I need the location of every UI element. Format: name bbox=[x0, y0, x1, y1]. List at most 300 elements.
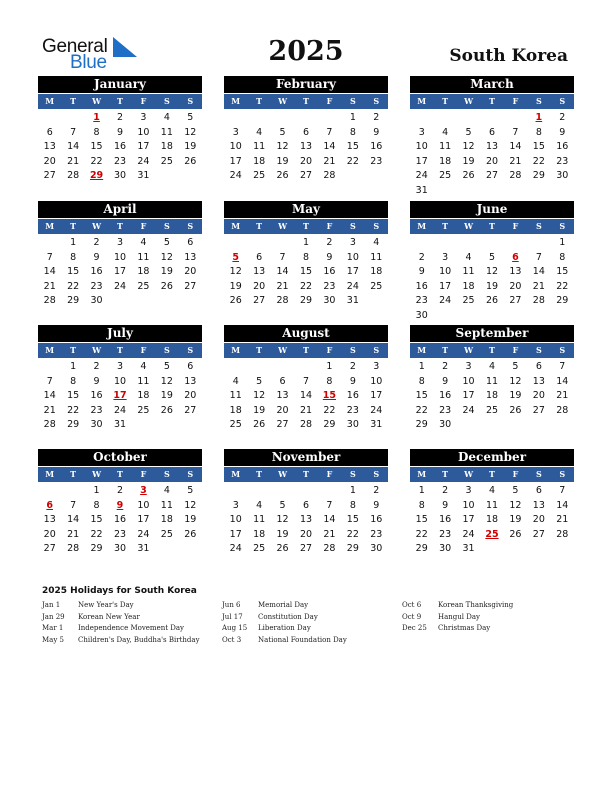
day: 15 bbox=[346, 141, 359, 153]
day: 9 bbox=[373, 499, 380, 511]
weekday-header bbox=[410, 467, 574, 482]
day: 26 bbox=[462, 170, 475, 182]
holiday-date: Jan 1 bbox=[42, 601, 61, 609]
day: 20 bbox=[485, 155, 499, 167]
day: 7 bbox=[559, 361, 566, 372]
day: 1 bbox=[70, 361, 77, 372]
weekday-label: S bbox=[373, 345, 380, 355]
day: 15 bbox=[415, 390, 428, 402]
page-title-year: 2025 bbox=[268, 36, 344, 67]
day: 28 bbox=[43, 295, 56, 307]
holiday-date: Jan 29 bbox=[42, 612, 65, 621]
day: 27 bbox=[299, 170, 313, 182]
weekday-label: S bbox=[535, 221, 542, 231]
day: 11 bbox=[160, 126, 173, 138]
holiday-day: 25 bbox=[485, 528, 499, 540]
day: 30 bbox=[439, 419, 452, 431]
day: 12 bbox=[229, 266, 242, 278]
month-title: December bbox=[410, 449, 574, 466]
empty-cell bbox=[457, 111, 480, 126]
day: 26 bbox=[229, 295, 242, 307]
weekday-label: F bbox=[512, 96, 519, 106]
day: 1 bbox=[349, 112, 356, 123]
holiday-day: 5 bbox=[232, 251, 240, 263]
weekday-label: F bbox=[512, 469, 519, 479]
weekday-label: M bbox=[231, 469, 241, 479]
day: 28 bbox=[67, 170, 80, 182]
day: 17 bbox=[229, 528, 242, 540]
day: 17 bbox=[346, 266, 359, 278]
day-grid bbox=[410, 360, 574, 433]
day-grid bbox=[224, 236, 388, 309]
weekday-label: T bbox=[489, 469, 495, 479]
empty-cell bbox=[504, 111, 527, 126]
day: 16 bbox=[439, 514, 452, 526]
holiday-name: Independence Movement Day bbox=[78, 624, 184, 632]
day: 20 bbox=[532, 390, 545, 402]
day: 19 bbox=[184, 141, 197, 153]
weekday-header bbox=[410, 219, 574, 234]
day: 20 bbox=[43, 528, 56, 540]
day: 12 bbox=[509, 499, 522, 511]
day: 3 bbox=[232, 126, 239, 138]
weekday-label: W bbox=[92, 469, 102, 479]
day: 30 bbox=[439, 543, 452, 555]
day: 6 bbox=[535, 485, 542, 496]
weekday-label: T bbox=[442, 345, 449, 355]
holiday-date: Jun 6 bbox=[222, 601, 241, 609]
holiday-entry bbox=[402, 600, 582, 612]
holidays-columns bbox=[42, 600, 582, 646]
day: 17 bbox=[137, 141, 150, 153]
day: 4 bbox=[442, 126, 449, 138]
day: 24 bbox=[229, 170, 242, 182]
month-april bbox=[38, 201, 202, 309]
month-title: March bbox=[410, 76, 574, 93]
holiday-entry bbox=[402, 623, 582, 635]
day: 30 bbox=[90, 419, 103, 431]
day: 8 bbox=[70, 251, 77, 263]
weekday-label: W bbox=[92, 221, 102, 231]
empty-cell bbox=[271, 111, 294, 126]
day: 23 bbox=[370, 155, 383, 167]
weekday-label: M bbox=[417, 96, 427, 106]
month-title: November bbox=[224, 449, 388, 466]
empty-cell bbox=[247, 236, 270, 251]
day: 9 bbox=[442, 499, 449, 511]
day: 14 bbox=[43, 390, 56, 402]
weekday-label: M bbox=[231, 96, 241, 106]
day: 18 bbox=[485, 514, 499, 526]
empty-cell bbox=[294, 360, 317, 375]
empty-cell bbox=[271, 484, 294, 499]
weekday-header bbox=[224, 219, 388, 234]
day: 1 bbox=[349, 485, 356, 496]
weekday-label: W bbox=[464, 96, 474, 106]
day: 18 bbox=[160, 514, 173, 526]
weekday-label: S bbox=[163, 345, 170, 355]
day: 4 bbox=[488, 361, 496, 372]
weekday-header bbox=[38, 467, 202, 482]
day: 23 bbox=[370, 528, 383, 540]
weekday-label: T bbox=[117, 96, 123, 106]
day: 13 bbox=[532, 375, 545, 387]
empty-cell bbox=[480, 236, 503, 251]
holiday-name: Christmas Day bbox=[438, 624, 491, 632]
day: 18 bbox=[370, 266, 383, 278]
day: 27 bbox=[299, 543, 313, 555]
day: 14 bbox=[556, 375, 569, 387]
day: 6 bbox=[256, 251, 263, 263]
day-grid bbox=[38, 111, 202, 184]
day: 7 bbox=[70, 126, 77, 138]
day: 8 bbox=[418, 499, 425, 511]
month-december bbox=[410, 449, 574, 557]
empty-cell bbox=[38, 111, 61, 126]
day: 29 bbox=[67, 295, 80, 307]
day: 22 bbox=[532, 155, 545, 167]
day: 10 bbox=[370, 375, 383, 387]
empty-cell bbox=[271, 360, 294, 375]
weekday-label: F bbox=[512, 221, 519, 231]
day: 15 bbox=[67, 266, 80, 278]
day: 19 bbox=[160, 390, 173, 402]
day: 7 bbox=[535, 251, 542, 263]
day: 18 bbox=[229, 404, 242, 416]
day: 25 bbox=[439, 170, 452, 182]
day: 11 bbox=[229, 390, 242, 402]
country-name: South Korea bbox=[449, 46, 568, 66]
day: 16 bbox=[113, 141, 127, 153]
holiday-date: Oct 3 bbox=[222, 635, 242, 644]
day: 15 bbox=[299, 266, 313, 278]
day: 8 bbox=[70, 375, 77, 387]
empty-cell bbox=[504, 236, 527, 251]
day: 14 bbox=[509, 141, 522, 153]
day: 2 bbox=[93, 237, 100, 248]
day: 31 bbox=[137, 543, 150, 555]
day: 18 bbox=[439, 155, 452, 167]
day: 20 bbox=[276, 404, 289, 416]
weekday-label: T bbox=[442, 221, 449, 231]
day: 5 bbox=[512, 485, 519, 496]
day: 30 bbox=[113, 170, 127, 182]
month-title: June bbox=[410, 201, 574, 218]
holiday-name: Constitution Day bbox=[258, 612, 318, 621]
month-title: July bbox=[38, 325, 202, 342]
holiday-entry bbox=[42, 635, 222, 647]
weekday-label: F bbox=[140, 469, 147, 479]
day: 11 bbox=[253, 141, 266, 153]
day: 1 bbox=[302, 237, 310, 248]
day: 18 bbox=[160, 141, 173, 153]
weekday-label: F bbox=[512, 345, 519, 355]
day: 2 bbox=[116, 485, 124, 496]
day: 6 bbox=[279, 375, 286, 387]
weekday-label: F bbox=[326, 469, 333, 479]
holiday-column bbox=[42, 600, 222, 646]
day: 4 bbox=[140, 237, 147, 248]
day: 18 bbox=[485, 390, 499, 402]
day: 8 bbox=[93, 126, 100, 138]
day: 24 bbox=[229, 543, 242, 555]
day: 18 bbox=[462, 280, 475, 292]
day: 16 bbox=[370, 514, 383, 526]
day: 2 bbox=[93, 361, 100, 372]
day: 26 bbox=[276, 170, 289, 182]
day: 15 bbox=[67, 390, 80, 402]
day-grid bbox=[38, 360, 202, 433]
month-october bbox=[38, 449, 202, 557]
day: 9 bbox=[93, 375, 100, 387]
day: 13 bbox=[276, 390, 289, 402]
day: 27 bbox=[532, 528, 545, 540]
day: 3 bbox=[140, 112, 147, 123]
empty-cell bbox=[38, 484, 61, 499]
weekday-label: T bbox=[117, 469, 123, 479]
day: 10 bbox=[415, 141, 428, 153]
day: 10 bbox=[113, 375, 127, 387]
month-title: August bbox=[224, 325, 388, 342]
day: 26 bbox=[509, 528, 522, 540]
day: 10 bbox=[229, 514, 242, 526]
day: 15 bbox=[346, 514, 359, 526]
weekday-label: S bbox=[349, 345, 356, 355]
weekday-label: M bbox=[231, 345, 241, 355]
weekday-label: F bbox=[326, 345, 333, 355]
day: 31 bbox=[462, 543, 475, 555]
day: 28 bbox=[276, 295, 289, 307]
day: 12 bbox=[184, 499, 197, 511]
holiday-date: Oct 9 bbox=[402, 612, 422, 621]
weekday-label: M bbox=[231, 221, 241, 231]
day: 18 bbox=[253, 155, 266, 167]
weekday-label: T bbox=[442, 96, 449, 106]
day: 15 bbox=[532, 141, 545, 153]
day: 2 bbox=[349, 361, 356, 372]
empty-cell bbox=[480, 111, 503, 126]
empty-cell bbox=[410, 111, 433, 126]
empty-cell bbox=[38, 236, 61, 251]
day: 13 bbox=[43, 514, 56, 526]
day: 27 bbox=[184, 280, 197, 292]
day-grid bbox=[38, 484, 202, 557]
day: 23 bbox=[346, 404, 359, 416]
day: 3 bbox=[232, 499, 239, 511]
day: 23 bbox=[556, 155, 569, 167]
day-grid bbox=[410, 236, 574, 324]
day: 4 bbox=[140, 361, 147, 372]
day: 21 bbox=[43, 280, 56, 292]
day: 3 bbox=[373, 361, 380, 372]
day: 16 bbox=[346, 390, 359, 402]
day: 27 bbox=[253, 295, 266, 307]
day: 3 bbox=[116, 237, 124, 248]
day: 22 bbox=[67, 280, 80, 292]
weekday-label: W bbox=[464, 221, 474, 231]
day: 24 bbox=[462, 528, 475, 540]
empty-cell bbox=[457, 236, 480, 251]
month-may bbox=[224, 201, 388, 309]
day: 7 bbox=[512, 126, 519, 138]
weekday-label: T bbox=[442, 469, 449, 479]
weekday-label: S bbox=[187, 96, 194, 106]
day: 6 bbox=[535, 361, 542, 372]
day: 14 bbox=[556, 499, 569, 511]
holiday-name: Korean New Year bbox=[78, 612, 140, 621]
holiday-name: New Year's Day bbox=[78, 601, 134, 609]
day: 5 bbox=[163, 361, 170, 372]
day: 17 bbox=[439, 280, 452, 292]
weekday-label: M bbox=[417, 469, 427, 479]
day: 24 bbox=[439, 295, 452, 307]
day: 13 bbox=[43, 141, 56, 153]
weekday-label: S bbox=[373, 96, 380, 106]
weekday-label: W bbox=[92, 345, 102, 355]
day: 21 bbox=[323, 155, 336, 167]
day: 3 bbox=[116, 361, 124, 372]
weekday-label: T bbox=[256, 469, 263, 479]
day: 20 bbox=[509, 280, 522, 292]
weekday-label: T bbox=[303, 469, 309, 479]
day: 4 bbox=[256, 499, 263, 511]
weekday-label: S bbox=[187, 345, 194, 355]
day: 13 bbox=[184, 251, 197, 263]
day: 12 bbox=[276, 514, 289, 526]
day: 5 bbox=[187, 485, 194, 496]
day: 13 bbox=[299, 514, 313, 526]
weekday-header bbox=[38, 94, 202, 109]
day: 12 bbox=[184, 126, 197, 138]
month-february bbox=[224, 76, 388, 184]
weekday-label: M bbox=[45, 345, 55, 355]
day: 10 bbox=[346, 251, 359, 263]
day: 29 bbox=[299, 295, 313, 307]
day: 7 bbox=[46, 251, 53, 263]
empty-cell bbox=[294, 111, 317, 126]
day: 27 bbox=[276, 419, 289, 431]
day: 19 bbox=[276, 155, 289, 167]
day: 4 bbox=[465, 251, 472, 263]
day: 26 bbox=[184, 155, 197, 167]
day: 24 bbox=[137, 528, 150, 540]
day-grid bbox=[410, 484, 574, 557]
day: 17 bbox=[113, 266, 127, 278]
weekday-label: S bbox=[163, 96, 170, 106]
day: 5 bbox=[488, 251, 496, 263]
day: 21 bbox=[276, 280, 289, 292]
holiday-entry bbox=[222, 623, 402, 635]
weekday-label: S bbox=[349, 469, 356, 479]
day: 11 bbox=[253, 514, 266, 526]
weekday-header bbox=[410, 94, 574, 109]
empty-cell bbox=[38, 360, 61, 375]
day: 26 bbox=[253, 419, 266, 431]
day: 10 bbox=[137, 126, 150, 138]
day: 2 bbox=[373, 112, 380, 123]
empty-cell bbox=[433, 111, 456, 126]
month-march bbox=[410, 76, 574, 199]
holiday-day: 17 bbox=[113, 390, 127, 402]
day: 22 bbox=[90, 155, 103, 167]
day: 25 bbox=[229, 419, 242, 431]
day: 7 bbox=[559, 485, 566, 496]
day: 30 bbox=[370, 543, 383, 555]
day: 13 bbox=[184, 375, 197, 387]
day: 13 bbox=[253, 266, 266, 278]
weekday-label: S bbox=[535, 96, 542, 106]
day: 25 bbox=[485, 404, 499, 416]
holiday-day: 1 bbox=[93, 112, 100, 123]
day: 7 bbox=[46, 375, 53, 387]
weekday-header bbox=[38, 219, 202, 234]
day: 21 bbox=[323, 528, 336, 540]
day: 20 bbox=[299, 155, 313, 167]
holiday-date: Jul 17 bbox=[222, 612, 243, 621]
weekday-label: F bbox=[140, 221, 147, 231]
day: 28 bbox=[299, 419, 313, 431]
day: 10 bbox=[113, 251, 127, 263]
day: 7 bbox=[279, 251, 286, 263]
holiday-name: Liberation Day bbox=[258, 624, 311, 632]
day: 23 bbox=[113, 155, 127, 167]
day: 20 bbox=[43, 155, 56, 167]
month-november bbox=[224, 449, 388, 557]
weekday-label: S bbox=[535, 469, 542, 479]
day: 14 bbox=[299, 390, 313, 402]
day: 11 bbox=[137, 251, 150, 263]
empty-cell bbox=[247, 360, 270, 375]
empty-cell bbox=[224, 360, 247, 375]
empty-cell bbox=[410, 236, 433, 251]
empty-cell bbox=[224, 236, 247, 251]
holiday-column bbox=[402, 600, 582, 646]
month-title: May bbox=[224, 201, 388, 218]
day: 17 bbox=[137, 514, 150, 526]
day: 25 bbox=[370, 280, 383, 292]
holiday-day: 3 bbox=[140, 485, 147, 496]
holiday-day: 1 bbox=[535, 112, 543, 123]
day: 14 bbox=[323, 514, 336, 526]
day: 9 bbox=[93, 251, 100, 263]
day: 8 bbox=[349, 499, 356, 511]
day: 27 bbox=[509, 295, 522, 307]
holiday-day: 15 bbox=[322, 390, 337, 402]
holiday-date: Dec 25 bbox=[402, 624, 427, 632]
day: 9 bbox=[373, 126, 380, 138]
day: 12 bbox=[160, 375, 173, 387]
holidays-title: 2025 Holidays for South Korea bbox=[42, 586, 197, 596]
day: 16 bbox=[439, 390, 452, 402]
holiday-name: Children's Day, Buddha's Birthday bbox=[78, 635, 200, 644]
day: 3 bbox=[349, 237, 356, 248]
day: 4 bbox=[488, 485, 496, 496]
day: 7 bbox=[326, 126, 333, 138]
weekday-label: W bbox=[464, 469, 474, 479]
weekday-label: S bbox=[187, 221, 194, 231]
month-july bbox=[38, 325, 202, 433]
day: 23 bbox=[439, 404, 452, 416]
day: 22 bbox=[415, 404, 428, 416]
day: 29 bbox=[532, 170, 545, 182]
day: 4 bbox=[163, 112, 170, 123]
day: 22 bbox=[67, 404, 80, 416]
day: 29 bbox=[90, 543, 103, 555]
weekday-label: S bbox=[163, 469, 170, 479]
empty-cell bbox=[294, 484, 317, 499]
day: 13 bbox=[299, 141, 313, 153]
weekday-label: T bbox=[489, 96, 495, 106]
